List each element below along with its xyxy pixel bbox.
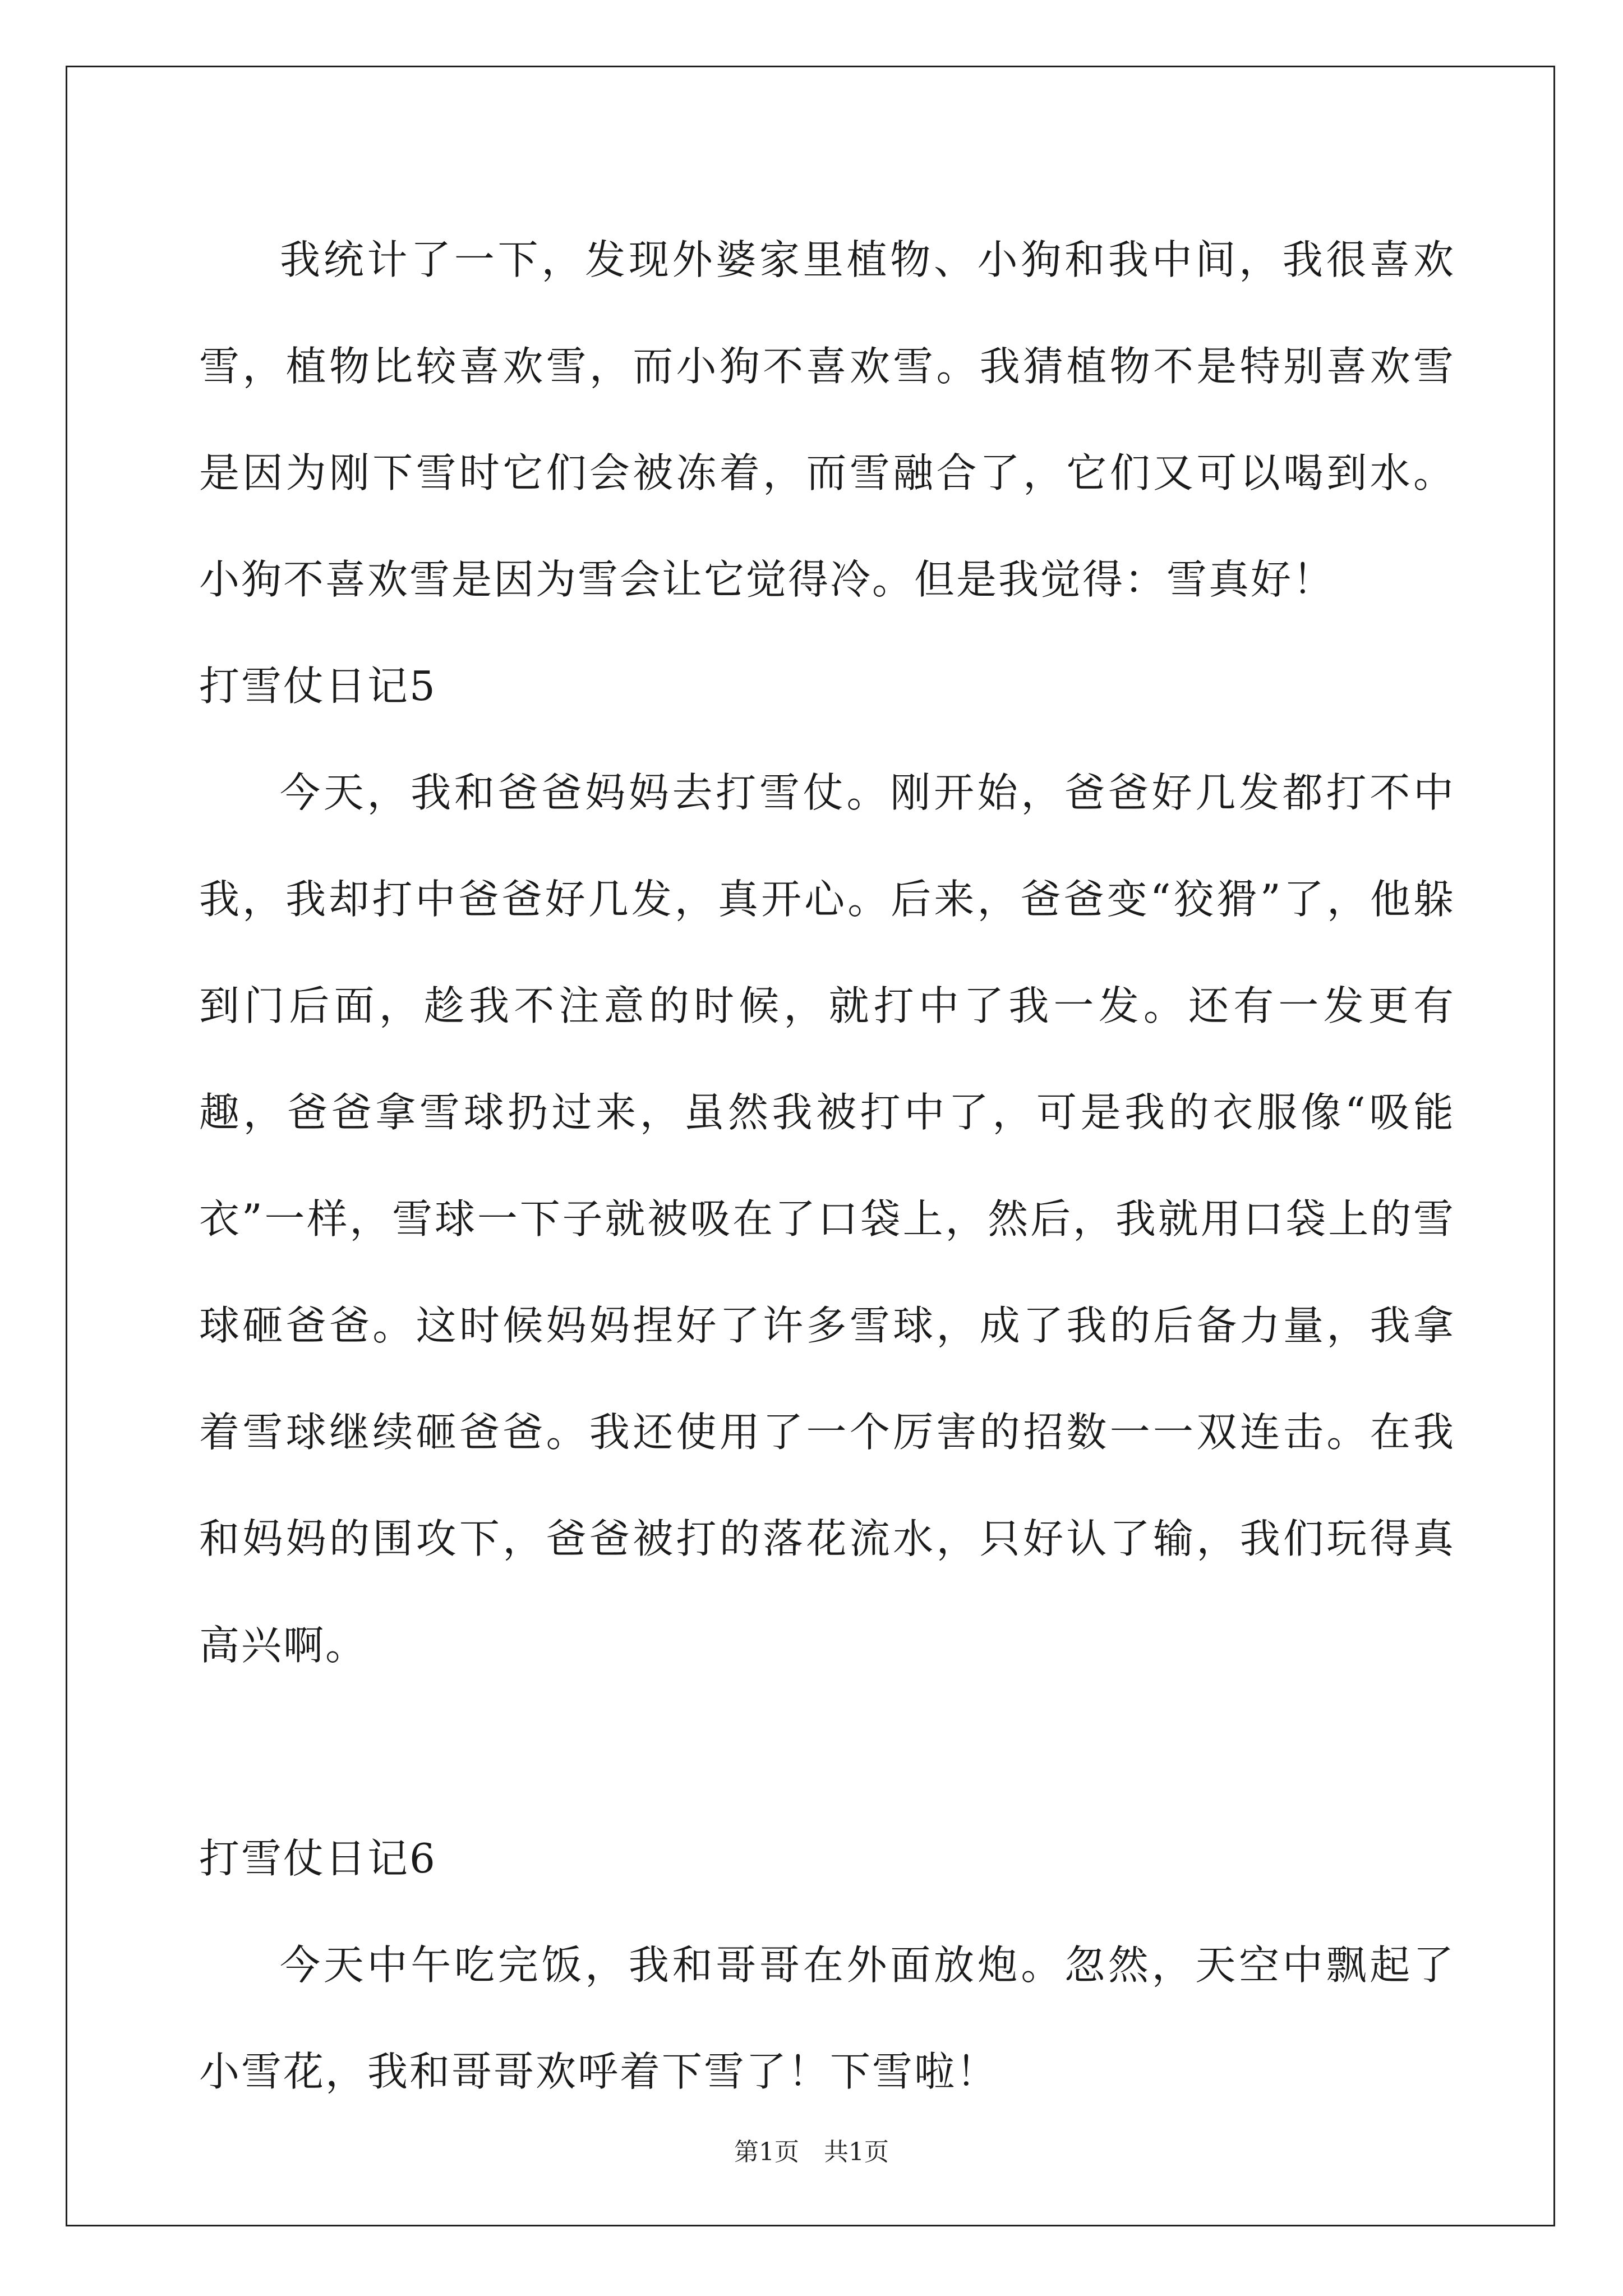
page-footer: 第1页 共1页 [734, 2138, 889, 2166]
section-heading: 打雪仗日记5 [199, 662, 437, 710]
section-heading: 打雪仗日记6 [199, 1835, 437, 1882]
spacer [199, 1699, 1455, 1805]
paragraph: 今天中午吃完饭，我和哥哥在外面放炮。忽然，天空中飘起了小雪花，我和哥哥欢呼着下雪了！下雪啦！ [199, 1941, 1455, 2095]
document-body [199, 206, 1455, 2125]
paragraph: 我统计了一下，发现外婆家里植物、小狗和我中间，我很喜欢雪，植物比较喜欢雪，而小狗不喜欢雪。我猜植物不是特别喜欢雪是因为刚下雪时它们会被冻着，而雪融合了，它们又可以喝到水。小狗不喜欢雪是因为雪会让它觉得冷。但是我觉得：雪真好！ [199, 236, 1455, 603]
paragraph: 今天，我和爸爸妈妈去打雪仗。刚开始，爸爸好几发都打不中我，我却打中爸爸好几发，真开心。后来，爸爸变“狡猾”了，他躲到门后面，趁我不注意的时候，就打中了我一发。还有一发更有趣，爸爸拿雪球扔过来，虽然我被打中了，可是我的衣服像“吸能衣”一样，雪球一下子就被吸在了口袋上，然后，我就用口袋上的雪球砸爸爸。这时候妈妈捏好了许多雪球，成了我的后备力量，我拿着雪球继续砸爸爸。我还使用了一个厉害的招数一一双连击。在我和妈妈的围攻下，爸爸被打的落花流水，只好认了输，我们玩得真高兴啊。 [199, 769, 1455, 1669]
